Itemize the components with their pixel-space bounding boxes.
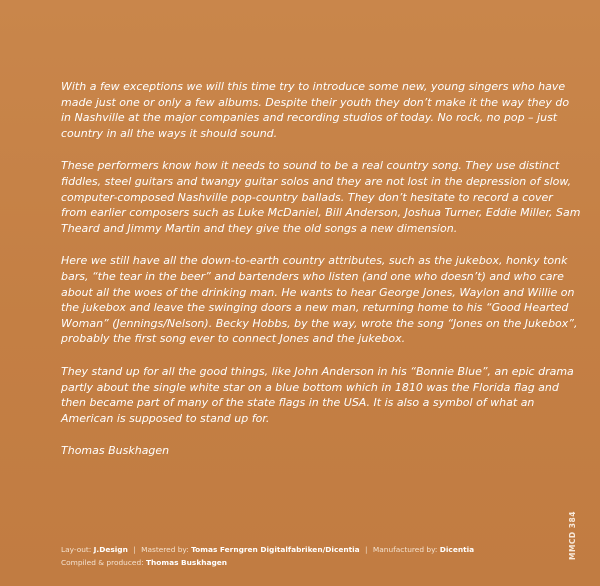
liner-paragraph-2: These performers know how it needs to sound to be a real country song. They use distinct fiddles, steel guitars and twangy guitar solos and they are not lost in the depression of slow, computer-composed Nashville pop-country ballads. They don’t hesitate to record a cover from earlier composers such as Luke McDaniel, Bill Anderson, Joshua Turner, Eddie Miller, Sam Theard and Jimmy Martin and they give the old songs a new dimension. (61, 159, 581, 235)
credits-line-2 (61, 556, 474, 569)
liner-paragraph-3: Here we still have all the down-to-earth country attributes, such as the jukebox, honky tonk bars, “the tear in the beer” and bartenders who listen (and one who doesn’t) and who care about all the woes of the drinking man. He wants to hear George Jones, Waylon and Willie on the jukebox and leave the swinging doors a new man, returning home to his “Good Hearted Woman” (Jennings/Nelson). Becky Hobbs, by the way, wrote the song “Jones on the Jukebox”, probably the first song ever to connect Jones and the jukebox. (61, 254, 578, 346)
credits-separator: | (133, 545, 136, 554)
credits-block (61, 543, 474, 569)
manufactured-label: Manufactured by: (372, 545, 438, 554)
layout-value: J.Design (93, 545, 128, 554)
compiled-label: Compiled & produced: (61, 558, 144, 567)
liner-paragraph-1: With a few exceptions we will this time try to introduce some new, young singers who have made just one or only a few albums. Despite their youth they don’t make it the way they do in Nashville at the major companies and recording studios of today. No rock, no pop – just country in all the ways it should sound. (61, 80, 570, 140)
liner-paragraph-4: They stand up for all the good things, like John Anderson in his “Bonnie Blue”, an epic drama partly about the single white star on a blue bottom which in 1810 was the Florida flag and then became part of many of the state flags in the USA. It is also a symbol of what an American is supposed to stand up for. (61, 364, 574, 425)
manufactured-value: Dicentia (439, 545, 475, 554)
catalog-number: MMCD 384 (568, 511, 577, 560)
compiled-value: Thomas Buskhagen (146, 558, 228, 567)
credits-separator: | (365, 545, 368, 554)
credits-line-1 (61, 543, 474, 556)
layout-label: Lay-out: (61, 545, 92, 554)
mastered-value: Tomas Ferngren Digitalfabriken/Dicentia (191, 545, 360, 554)
mastered-label: Mastered by: (141, 545, 189, 554)
liner-notes (61, 79, 581, 459)
author-signature: Thomas Buskhagen (61, 444, 170, 458)
